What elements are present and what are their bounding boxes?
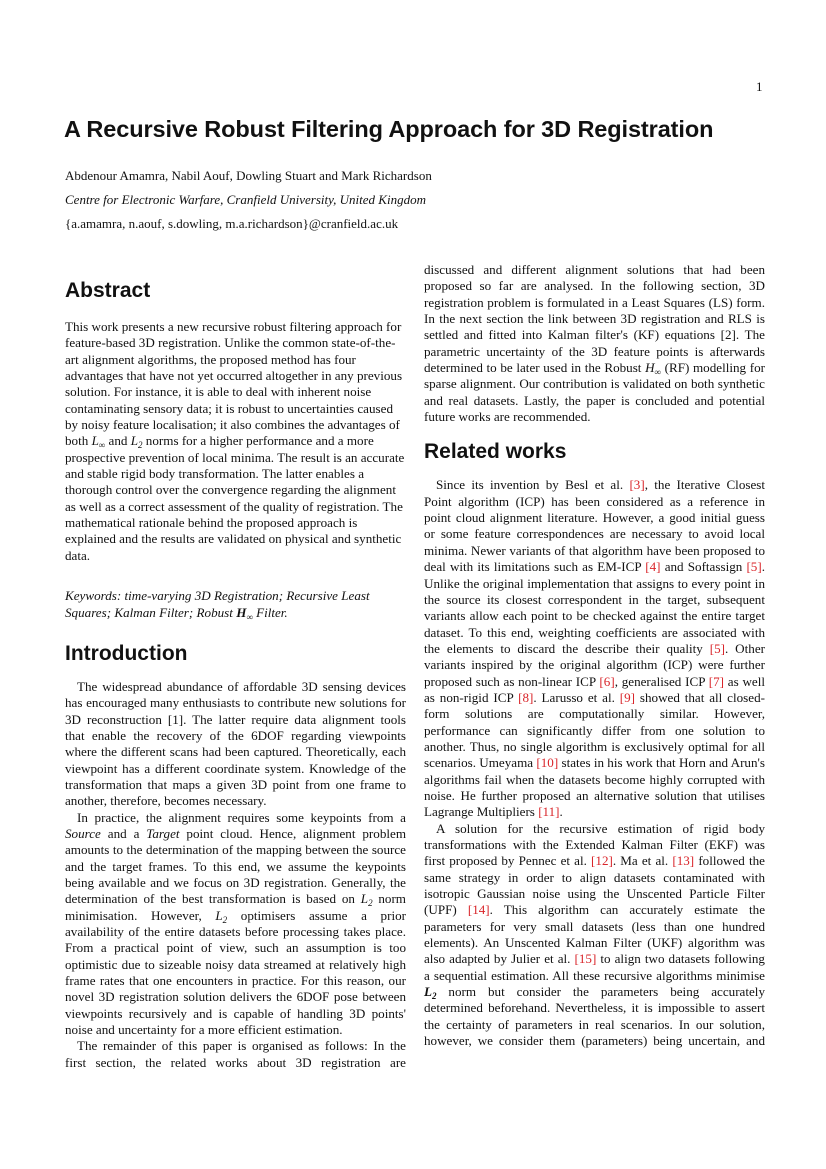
abstract-text-part: and [105, 433, 131, 449]
abstract-text [65, 319, 406, 564]
affiliation: Centre for Electronic Warfare, Cranfield University, United Kingdom [65, 192, 426, 207]
citation-link[interactable]: [13] [672, 853, 695, 869]
right-column [424, 262, 765, 1049]
abstract-heading: Abstract [65, 279, 151, 302]
math-h-infinity: $H_\infty$ [645, 360, 661, 378]
page-number: 1 [756, 79, 763, 94]
math-l2: $L_2$ [130, 433, 143, 451]
math-h-infinity: $H_\infty$ [236, 604, 253, 622]
keywords: Keywords: time-varying 3D Registration; Recursive Least Squares; Kalman Filter; Robust $H_\infty$ Filter. [65, 588, 370, 622]
related-works-paragraph-1: Since its invention by Besl et al. [3], the Iterative Closest Point algorithm (ICP) has been considered as a reference in point cloud alignment literature. However, a good initial guess or some feature correspondences are necessary to avoid local minima. Newer variants of that algorithm have been proposed to deal with its limitations such as EM-ICP [4] and Softassign [5]. Unlike the original implementation that assigns to every point in the source its closest correspondent in the target, subsequent variants allow each point to be checked against the entire target dataset. To this end, weighting coefficients are associated with the elements to discard the describe their quality [5]. Other variants inspired by the original algorithm (ICP) were further proposed such as non-linear ICP [6], generalised ICP [7] as well as non-rigid ICP [8]. Larusso et al. [9] showed that all closed-form solutions are computationally similar. However, performance can significantly differ from one solution to another. Thus, no single algorithm is exclusively optimal for all scenarios. Umeyama [10] states in his work that Horn and Arun's algorithms fail when the datasets become highly corrupted with noise. He further proposed an alternative solution that utilises Lagrange Multipliers [11]. [424, 477, 766, 820]
citation-link[interactable]: [5] [709, 640, 725, 656]
citation-link[interactable]: [3] [629, 477, 645, 493]
citation-link[interactable]: [9] [619, 689, 636, 705]
math-l-infinity: $L_\infty$ [91, 433, 106, 451]
introduction-heading: Introduction [65, 641, 188, 665]
abstract-text-part: This work presents a new recursive robust filtering approach for feature-based 3D registration. Unlike the common state-of-the-art alignment algorithms, the proposed method has four advantages that have not yet occurred altogether in any previous solution. For instance, it is able to deal with inherent noise contaminating sensory data; it is robust to uncertainties caused by noisy feature localisation; it also combines the advantages of both [65, 319, 403, 449]
abstract-text-part: norms for a higher performance and a more prospective prevention of local minima. The result is an accurate and stable rigid body transformation. The latter enables a thorough control over the convergence regarding the alignment as well as a correct assessment of the quality of registration. The mathematical rationale behind the proposed approach is explained and the results are validated on physical and synthetic data. [65, 433, 405, 563]
citation-link[interactable]: [5] [746, 559, 762, 575]
intro-paragraph-3-continued: discussed and different alignment solutions that had been proposed so far are analysed. In the following section, 3D registration problem is formulated in a Least Squares (LS) form. In the next section the link between 3D registration and RLS is settled and fitted into Kalman filter's (KF) equations [2]. The parametric uncertainty of the 3D feature points is afterwards determined to be later used in the Robust $H_\infty$ (RF) modelling for sparse alignment. Our contribution is validated on both synthetic and real datasets. Lastly, the paper is concluded and potential future works are recommended. [424, 262, 765, 425]
email: {a.amamra, n.aouf, s.dowling, m.a.richardson}@cranfield.ac.uk [65, 216, 399, 231]
citation-link[interactable]: [7] [708, 673, 725, 689]
paper-title: A Recursive Robust Filtering Approach for 3D Registration [64, 116, 714, 142]
related-works-paragraph-2: A solution for the recursive estimation of rigid body transformations with the Extended Kalman Filter (EKF) was first proposed by Pennec et al. [12]. Ma et al. [13] followed the same strategy in order to align datasets contaminated with isotropic Gaussian noise using the Unscented Particle Filter (UPF) [14]. This algorithm can accurately estimate the parameters for very small datasets (less than one hundred elements). An Unscented Kalman Filter (UKF) algorithm was also adapted by Julier et al. [15] to align two datasets following a sequential estimation. All these recursive algorithms minimise $L_2$ norm but consider the parameters being accurately determined beforehand. Nevertheless, it is impossible to assert the certainty of parameters in real scenarios. In our solution, however, we consider them (parameters) being uncertain, and [424, 820, 766, 1049]
citation-link[interactable]: [14] [467, 902, 490, 918]
math-l2: $L_2$ [360, 891, 373, 909]
intro-paragraph-3-start: The remainder of this paper is organised as follows: In the first section, the related works about 3D registration are [65, 1038, 406, 1070]
citation-link[interactable]: [10] [536, 755, 559, 771]
citation-link[interactable]: [15] [574, 951, 597, 967]
citation-link[interactable]: [4] [645, 559, 661, 575]
left-column [65, 278, 406, 1071]
math-l2: $L_2$ [424, 984, 437, 1002]
intro-paragraph-2: In practice, the alignment requires some keypoints from a Source and a Target point cloud. Hence, alignment problem amounts to the determination of the mapping between the source and the target frames. To this end, we assume the keypoints being available and we focus on 3D registration. Generally, the determination of the best transformation is based on $L_2$ norm minimisation. However, $L_2$ optimisers assume a prior availability of the entire datasets before processing takes place. From a practical point of view, such an assumption is too optimistic due to sizeable noisy data streamed at relatively high frame rates that one encounters in practice. For this reason, our novel 3D registration solution delivers the 6DOF pose between viewpoints recursively and is capable of handling 3D points' noise and uncertainty for a more efficient estimation. [65, 809, 407, 1038]
citation-link[interactable]: [6] [599, 673, 615, 689]
math-l2: $L_2$ [215, 907, 228, 925]
citation-link[interactable]: [11] [538, 804, 560, 820]
citation-link[interactable]: [8] [518, 689, 534, 705]
authors: Abdenour Amamra, Nabil Aouf, Dowling Stuart and Mark Richardson [65, 168, 432, 183]
citation-link[interactable]: [12] [591, 853, 613, 869]
intro-paragraph-1: The widespread abundance of affordable 3D sensing devices has encouraged many enthusiasts to contribute new solutions for 3D reconstruction [1]. The latter require data alignment tools that enable the recovery of the 6DOF regarding viewpoints where the different scans had been captured. Theoretically, each viewpoint has a different coordinate system. Knowledge of the transformation that maps a given 3D point from one frame to another, therefore, becomes necessary. [65, 678, 406, 809]
related-works-heading: Related works [424, 440, 567, 464]
